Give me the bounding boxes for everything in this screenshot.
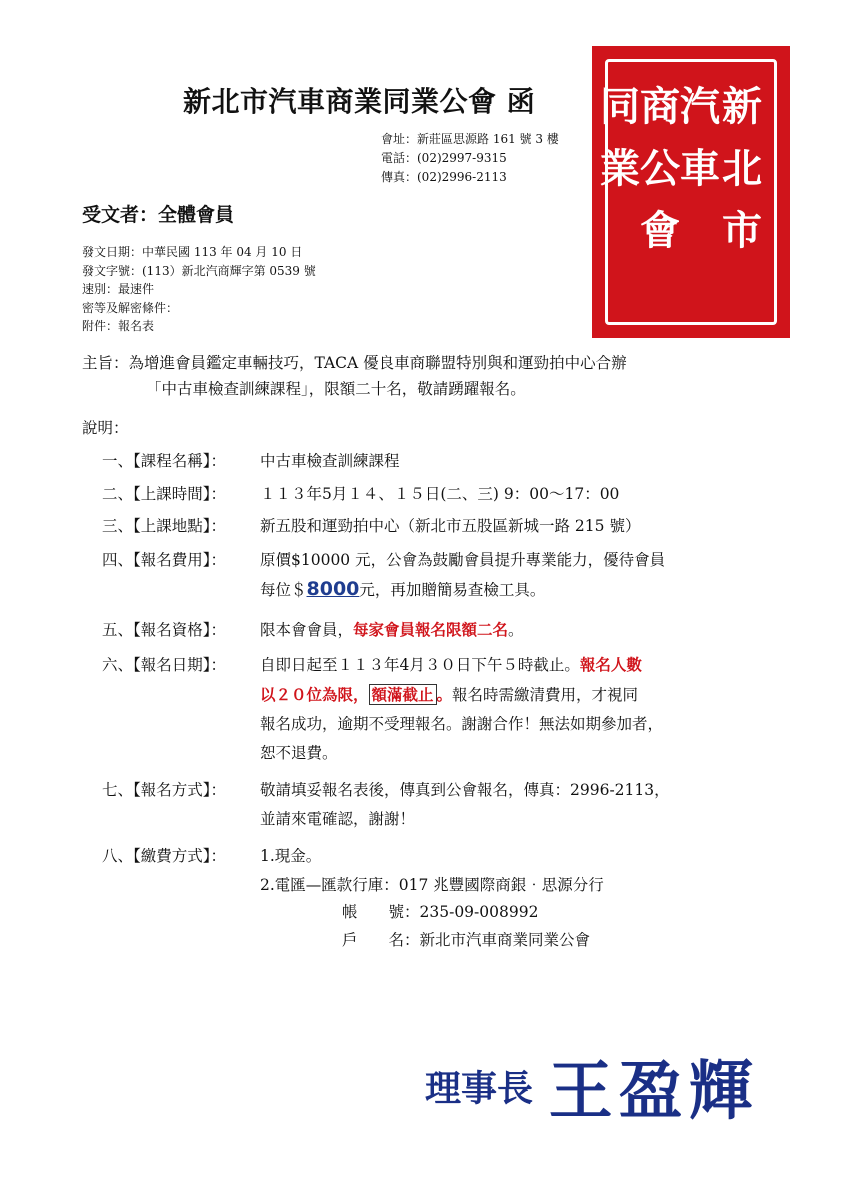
item-course-location <box>102 512 640 541</box>
explanation-label: 說明： <box>82 419 129 437</box>
org-contact-info <box>381 130 559 187</box>
phone-line: 電話：(02)2997-9315 <box>381 151 507 165</box>
item-value: 報名成功，逾期不受理報名。謝謝合作！無法如期參加者， <box>260 715 664 733</box>
document-meta <box>82 243 316 336</box>
capacity-notice: 報名人數 <box>579 655 642 674</box>
document-title: 新北市汽車商業同業公會 函 <box>183 85 536 118</box>
reference-number: 發文字號：(113）新北汽商輝字第 0539 號 <box>82 263 316 278</box>
seal-col-1: 新北市 <box>722 83 762 254</box>
item-registration-method <box>102 776 670 834</box>
issue-date: 發文日期：中華民國 113 年 04 月 10 日 <box>82 245 303 259</box>
item-value: 並請來電確認，謝謝！ <box>260 810 416 828</box>
payment-wire-bank: 2.電匯—匯款行庫：017 兆豐國際商銀‧思源分行 <box>260 876 604 894</box>
attachment: 附件：報名表 <box>82 319 155 333</box>
item-value: 1.現金。 <box>260 847 322 865</box>
seal-col-2: 汽車 <box>680 83 720 192</box>
eligibility-limit: 每家會員報名限額二名 <box>353 620 509 639</box>
item-key: 一、【課程名稱】： <box>102 452 227 470</box>
item-key: 二、【上課時間】： <box>102 485 227 503</box>
item-value: 恕不退費。 <box>260 744 338 762</box>
fee-suffix: 元，再加贈簡易查檢工具。 <box>359 581 546 599</box>
item-value: １１３年5月１４、１５日(二、三) 9：00～17：00 <box>260 485 620 503</box>
item-registration-date <box>102 650 663 768</box>
signature-title: 理事長 <box>425 1067 534 1110</box>
item-value: 中古車檢查訓練課程 <box>260 452 400 470</box>
signature-name: 王盈輝 <box>548 1054 759 1129</box>
seal-col-4: 同業 <box>600 83 640 192</box>
item-key: 六、【報名日期】： <box>102 656 227 674</box>
item-period: 。 <box>436 685 453 704</box>
discount-price: 8000 <box>306 578 360 600</box>
fee-prefix: 每位＄ <box>260 581 307 599</box>
payment-account-name: 戶 名：新北市汽車商業同業公會 <box>342 931 591 949</box>
item-key: 七、【報名方式】： <box>102 781 227 799</box>
subject-line-2: 「中古車檢查訓練課程」，限額二十名，敬請踴躍報名。 <box>146 380 526 398</box>
recipient: 受文者：全體會員 <box>82 204 235 226</box>
subject <box>82 350 627 402</box>
full-cutoff-badge: 額滿截止 <box>369 684 437 705</box>
item-fee <box>102 546 665 605</box>
item-payment-method <box>102 842 321 871</box>
item-period: 。 <box>508 621 524 639</box>
address-line: 會址：新莊區思源路 161 號 3 樓 <box>381 132 559 146</box>
capacity-limit: 以２０位為限， <box>260 685 369 704</box>
item-value: 限本會會員， <box>260 621 354 639</box>
item-key: 四、【報名費用】： <box>102 551 227 569</box>
item-value: 敬請填妥報名表後，傳真到公會報名，傳真：2996-2113， <box>260 781 670 799</box>
item-value: 自即日起至１１３年4月３０日下午５時截止。 <box>260 656 580 674</box>
payment-account-number: 帳 號：235-09-008992 <box>342 903 539 921</box>
item-key: 五、【報名資格】： <box>102 621 227 639</box>
item-value: 新五股和運勁拍中心（新北市五股區新城一路 215 號） <box>260 517 641 535</box>
item-key: 三、【上課地點】： <box>102 517 227 535</box>
subject-line-1: 主旨：為增進會員鑑定車輛技巧，TACA 優良車商聯盟特別與和運勁拍中心合辦 <box>82 354 627 372</box>
fax-line: 傳真：(02)2996-2113 <box>381 170 507 184</box>
item-course-time <box>102 480 619 509</box>
chairman-signature <box>425 1040 759 1132</box>
item-value: 原價$10000 元，公會為鼓勵會員提升專業能力，優待會員 <box>260 551 666 569</box>
item-eligibility <box>102 615 524 645</box>
item-course-name <box>102 447 400 476</box>
seal-col-3: 商公會 <box>640 83 680 254</box>
item-key: 八、【繳費方式】： <box>102 847 227 865</box>
official-seal-stamp <box>592 46 790 338</box>
delivery-speed: 速別：最速件 <box>82 282 155 296</box>
item-value: 報名時需繳清費用，才視同 <box>452 686 639 704</box>
secrecy-level: 密等及解密條件： <box>82 300 179 315</box>
